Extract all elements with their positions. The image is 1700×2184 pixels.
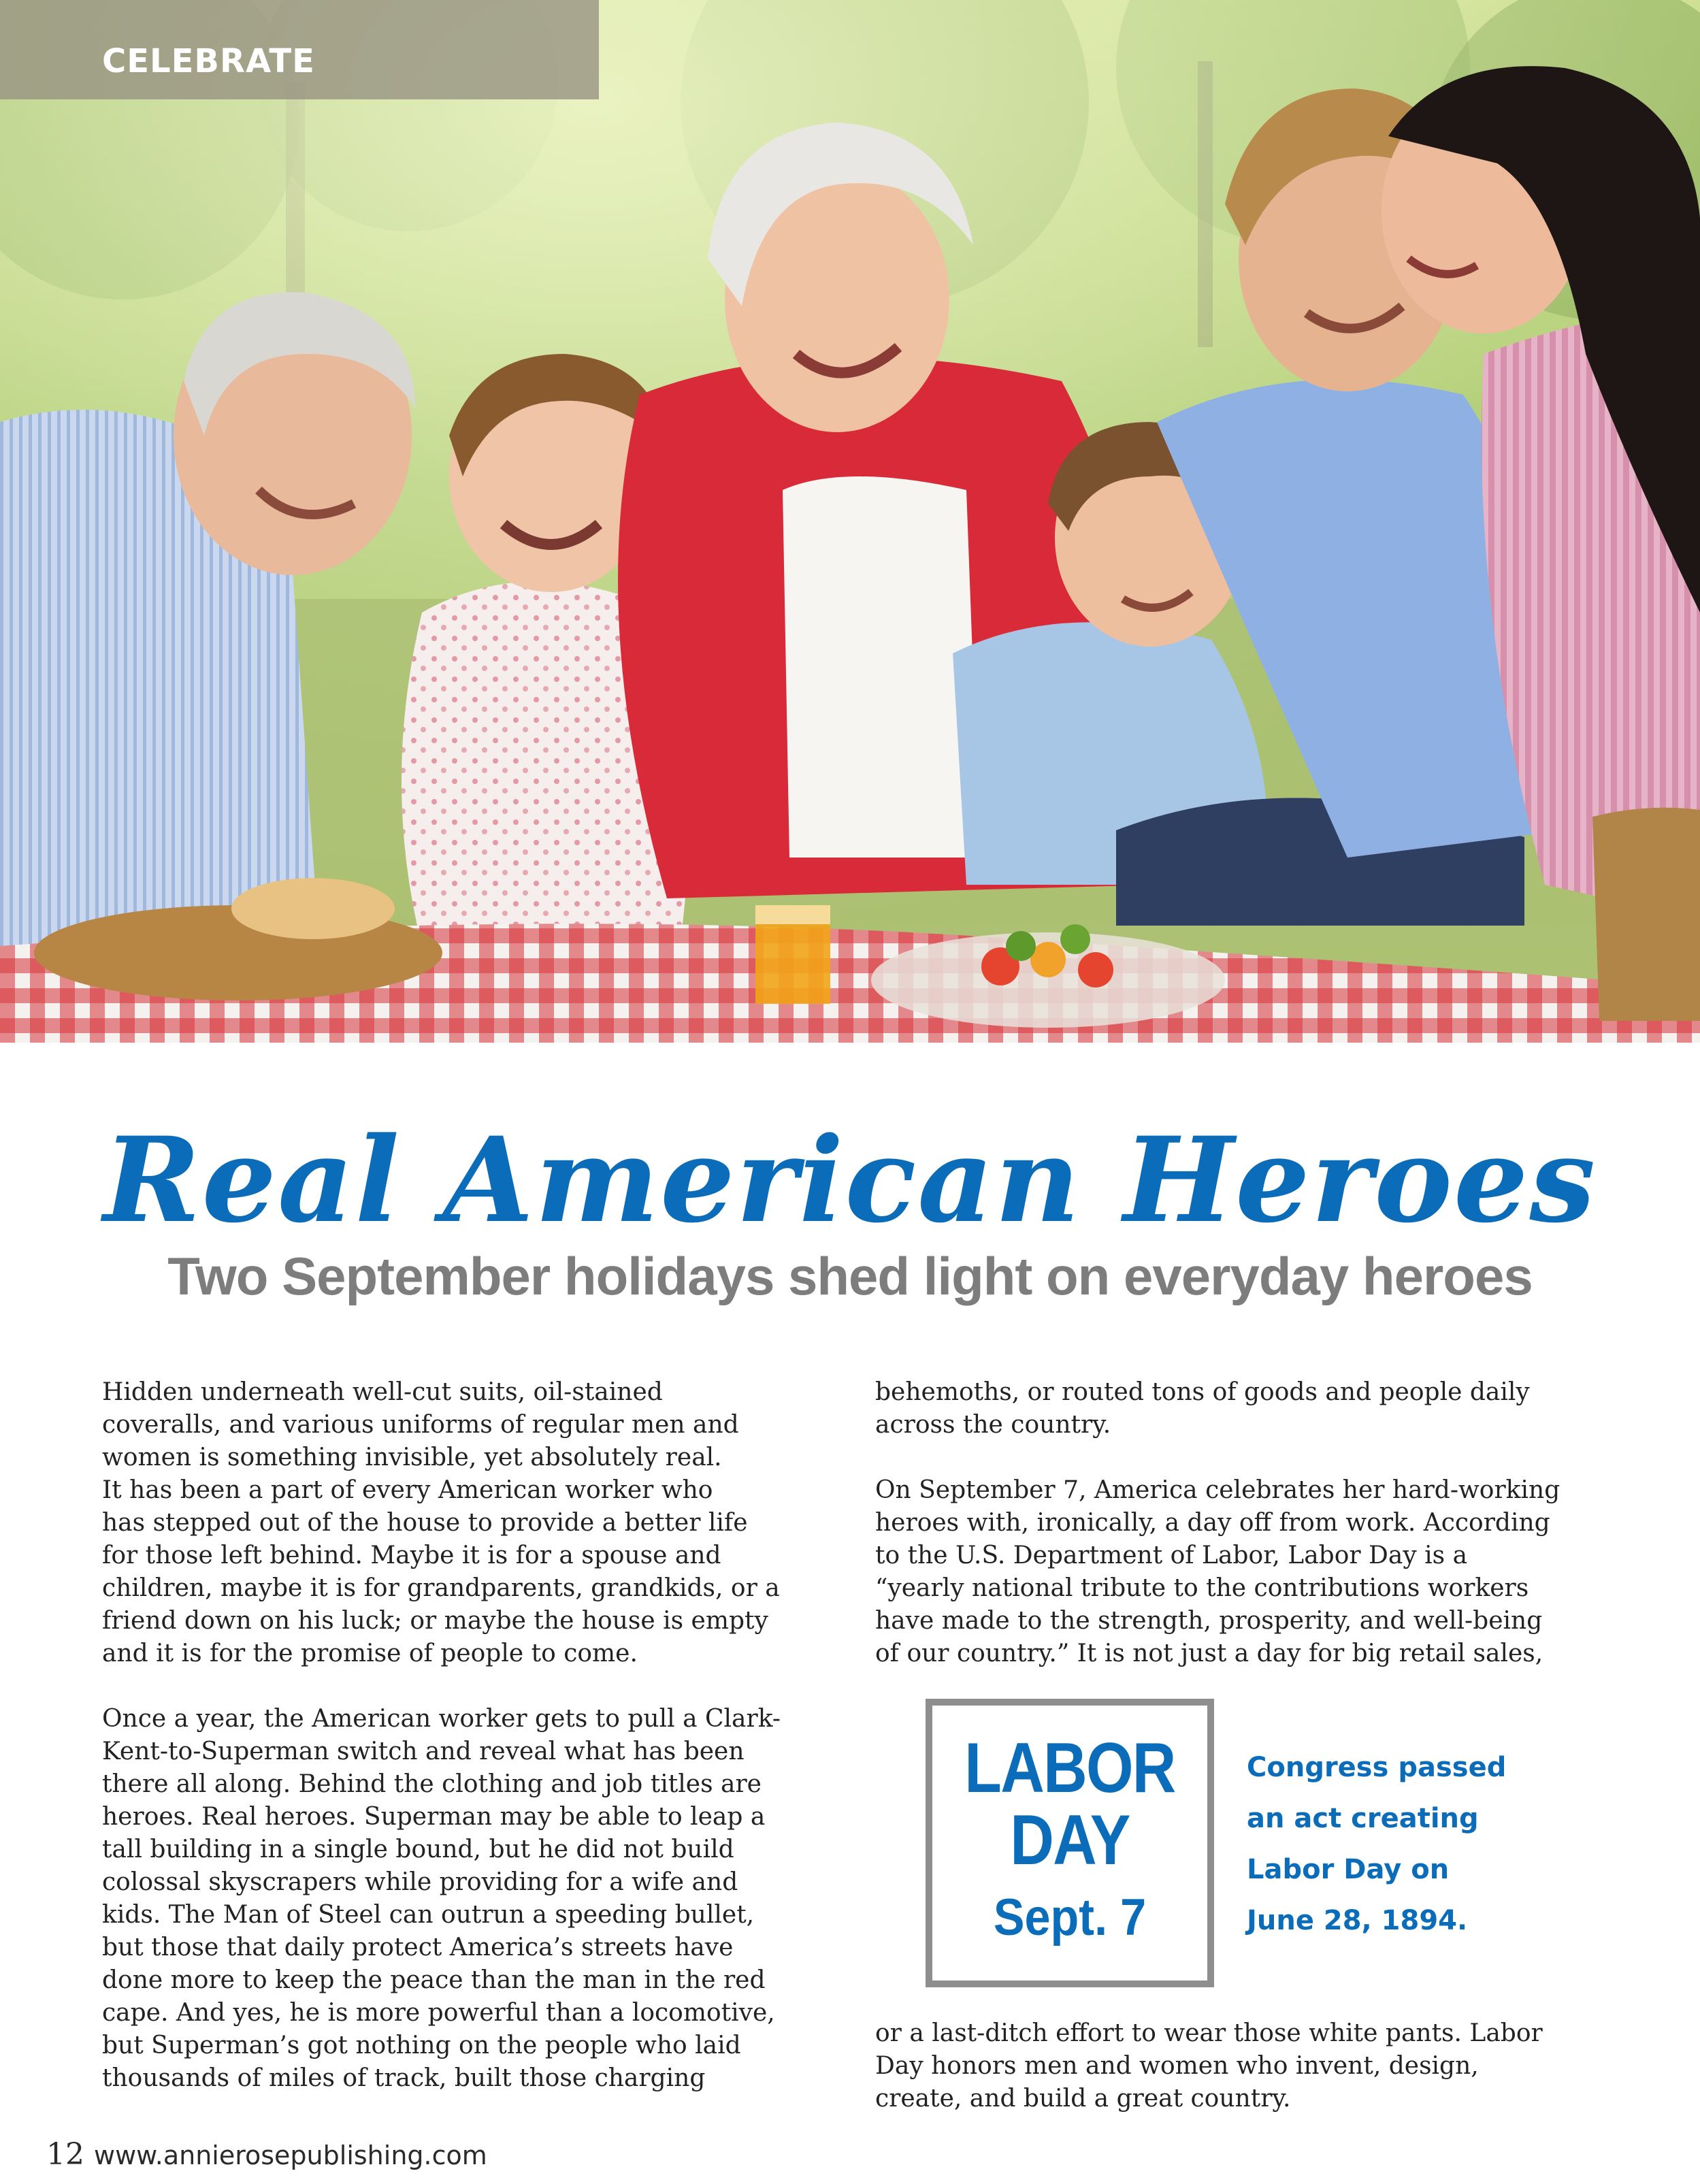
body-paragraph: Once a year, the American worker gets to pull a Clark- Kent-to-Superman switch and reveal what has been there all along. Behind the clothing and job titles are heroes. Real heroes. Superman may be able to leap a tall building in a single bound, but he did not build colossal skyscrapers while providing for a wife and kids. The Man of Steel can outrun a speeding bullet, but those that daily protect America’s streets have done more to keep the peace than the man in the red cape. And yes, he is more powerful than a locomotive, but Superman’s got nothing on the people who laid thousands of miles of track, built those charging [102, 1705, 781, 2092]
body-paragraph: On September 7, America celebrates her hard-working heroes with, ironically, a day off from work. According to the U.S. Department of Labor, Labor Day is a “yearly national tribute to the contributions workers have made to the strength, prosperity, and well-being of our country.” It is not just a day for big retail sales, [875, 1476, 1560, 1667]
article-subtitle: Two September holidays shed light on everyday heroes [167, 1246, 1533, 1306]
footer-url[interactable]: www.annierosepublishing.com [94, 2140, 487, 2170]
page-number: 12 [46, 2137, 84, 2172]
article-title: Real American Heroes [103, 1111, 1597, 1249]
section-label: CELEBRATE [102, 42, 315, 80]
callout-line-date: Sept. 7 [993, 1889, 1147, 1946]
right-column-continued [875, 2017, 1624, 2115]
body-paragraph: behemoths, or routed tons of goods and people daily across the country. [875, 1378, 1530, 1439]
hero-photo [0, 0, 1700, 1043]
family-picnic-illustration [0, 0, 1700, 1043]
section-tag [0, 0, 599, 99]
page-footer [46, 2137, 487, 2172]
body-paragraph: or a last-ditch effort to wear those white pants. Labor Day honors men and women who invent, design, create, and build a great country. [875, 2019, 1543, 2113]
callout-note: Congress passed an act creating Labor Day on June 28, 1894. [1247, 1752, 1507, 1936]
callout-line-day: DAY [1010, 1801, 1130, 1880]
body-paragraph: Hidden underneath well-cut suits, oil-stained coveralls, and various uniforms of regular men and women is something invisible, yet absolutely real. It has been a part of every American worker who has stepped out of the house to provide a better life for those left behind. Maybe it is for a spouse and children, maybe it is for grandparents, grandkids, or a friend down on his luck; or maybe the house is empty and it is for the promise of people to come. [102, 1378, 780, 1667]
callout-line-labor: LABOR [964, 1729, 1175, 1808]
right-column [875, 1376, 1624, 1670]
labor-day-callout-box [926, 1699, 1214, 1987]
left-column [102, 1376, 837, 2095]
